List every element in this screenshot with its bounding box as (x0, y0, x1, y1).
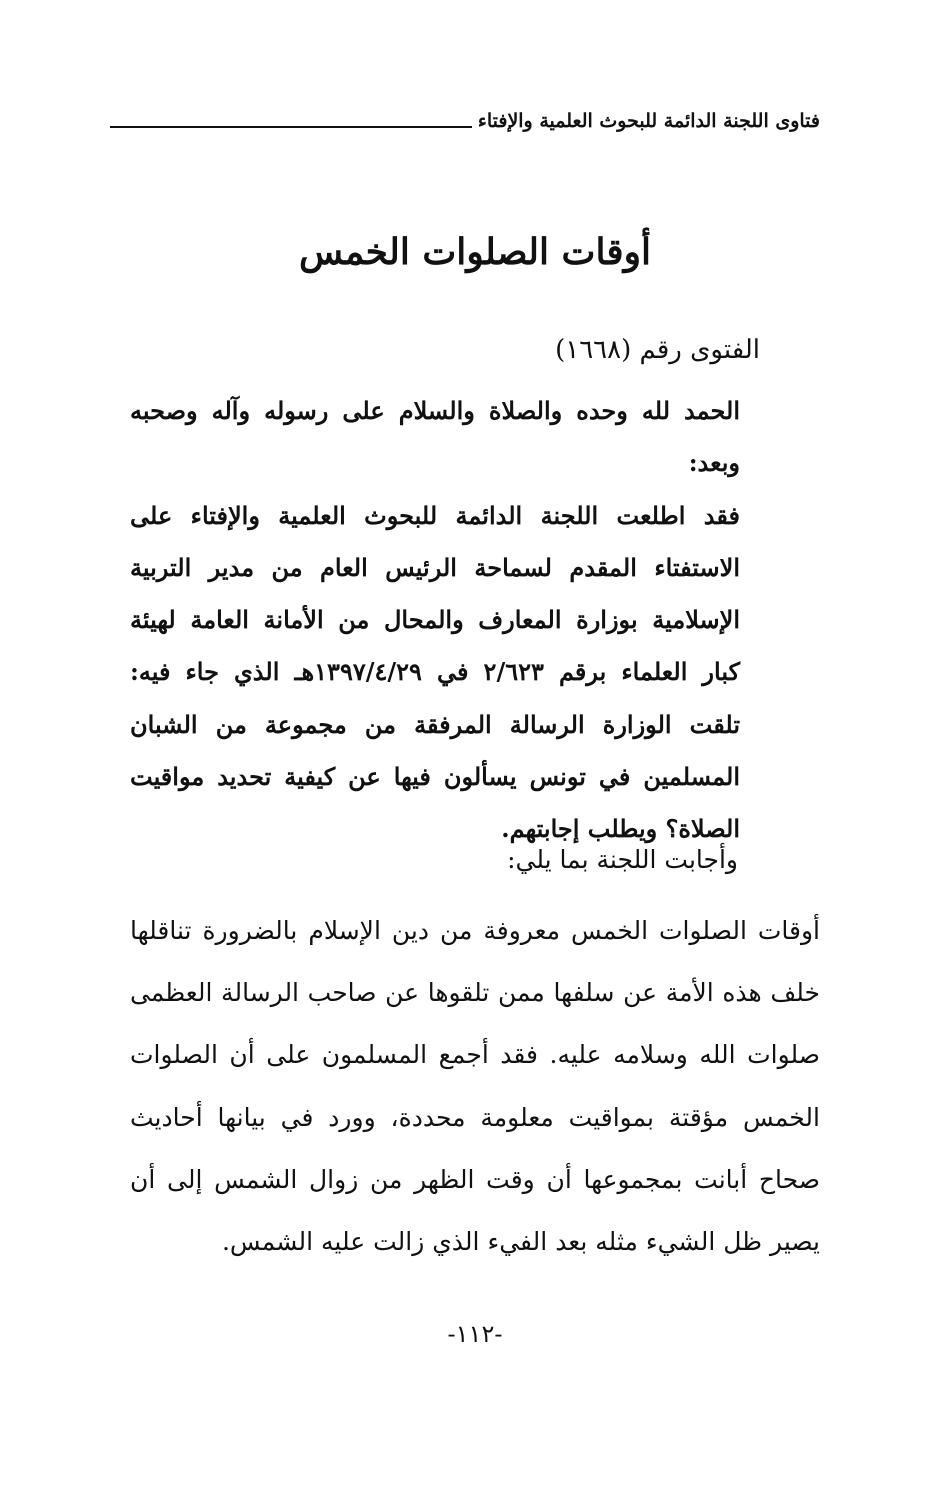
page-number: -١١٢- (447, 1320, 503, 1348)
answer-block (130, 900, 820, 1273)
header-rule (110, 126, 472, 128)
answer-body: أوقات الصلوات الخمس معروفة من دين الإسلام بالضرورة تناقلها خلف هذه الأمة عن سلفها ممن تلقوها عن صاحب الرسالة العظمى صلوات الله وسلامه عليه. فقد أجمع المسلمون على أن الصلوات الخمس مؤقتة بمواقيت معلومة محددة، وورد في بيانها أحاديث صحاح أبانت بمجموعها أن وقت الظهر من زوال الشمس إلى أن يصير ظل الشيء مثله بعد الفيء الذي زالت عليه الشمس. (130, 916, 820, 1257)
section-title: أوقات الصلوات الخمس (298, 231, 652, 273)
question-opening: الحمد لله وحده والصلاة والسلام على رسوله وآله وصحبه وبعد: (130, 396, 740, 478)
answer-intro: وأجابت اللجنة بما يلي: (507, 845, 738, 874)
running-header (110, 108, 820, 132)
question-block (130, 385, 740, 856)
running-header-title: فتاوى اللجنة الدائمة للبحوث العلمية والإفتاء (477, 110, 820, 132)
question-body: فقد اطلعت اللجنة الدائمة للبحوث العلمية والإفتاء على الاستفتاء المقدم لسماحة الرئيس العام من مدير التربية الإسلامية بوزارة المعارف والمحال من الأمانة العامة لهيئة كبار العلماء برقم ٢/٦٢٣ في ١٣٩٧/٤/٢٩هـ الذي جاء فيه: تلقت الوزارة الرسالة المرفقة من مجموعة من الشبان المسلمين في تونس يسألون فيها عن كيفية تحديد مواقيت الصلاة؟ ويطلب إجابتهم. (130, 500, 741, 844)
fatwa-number: الفتوى رقم (١٦٦٨) (555, 335, 760, 365)
